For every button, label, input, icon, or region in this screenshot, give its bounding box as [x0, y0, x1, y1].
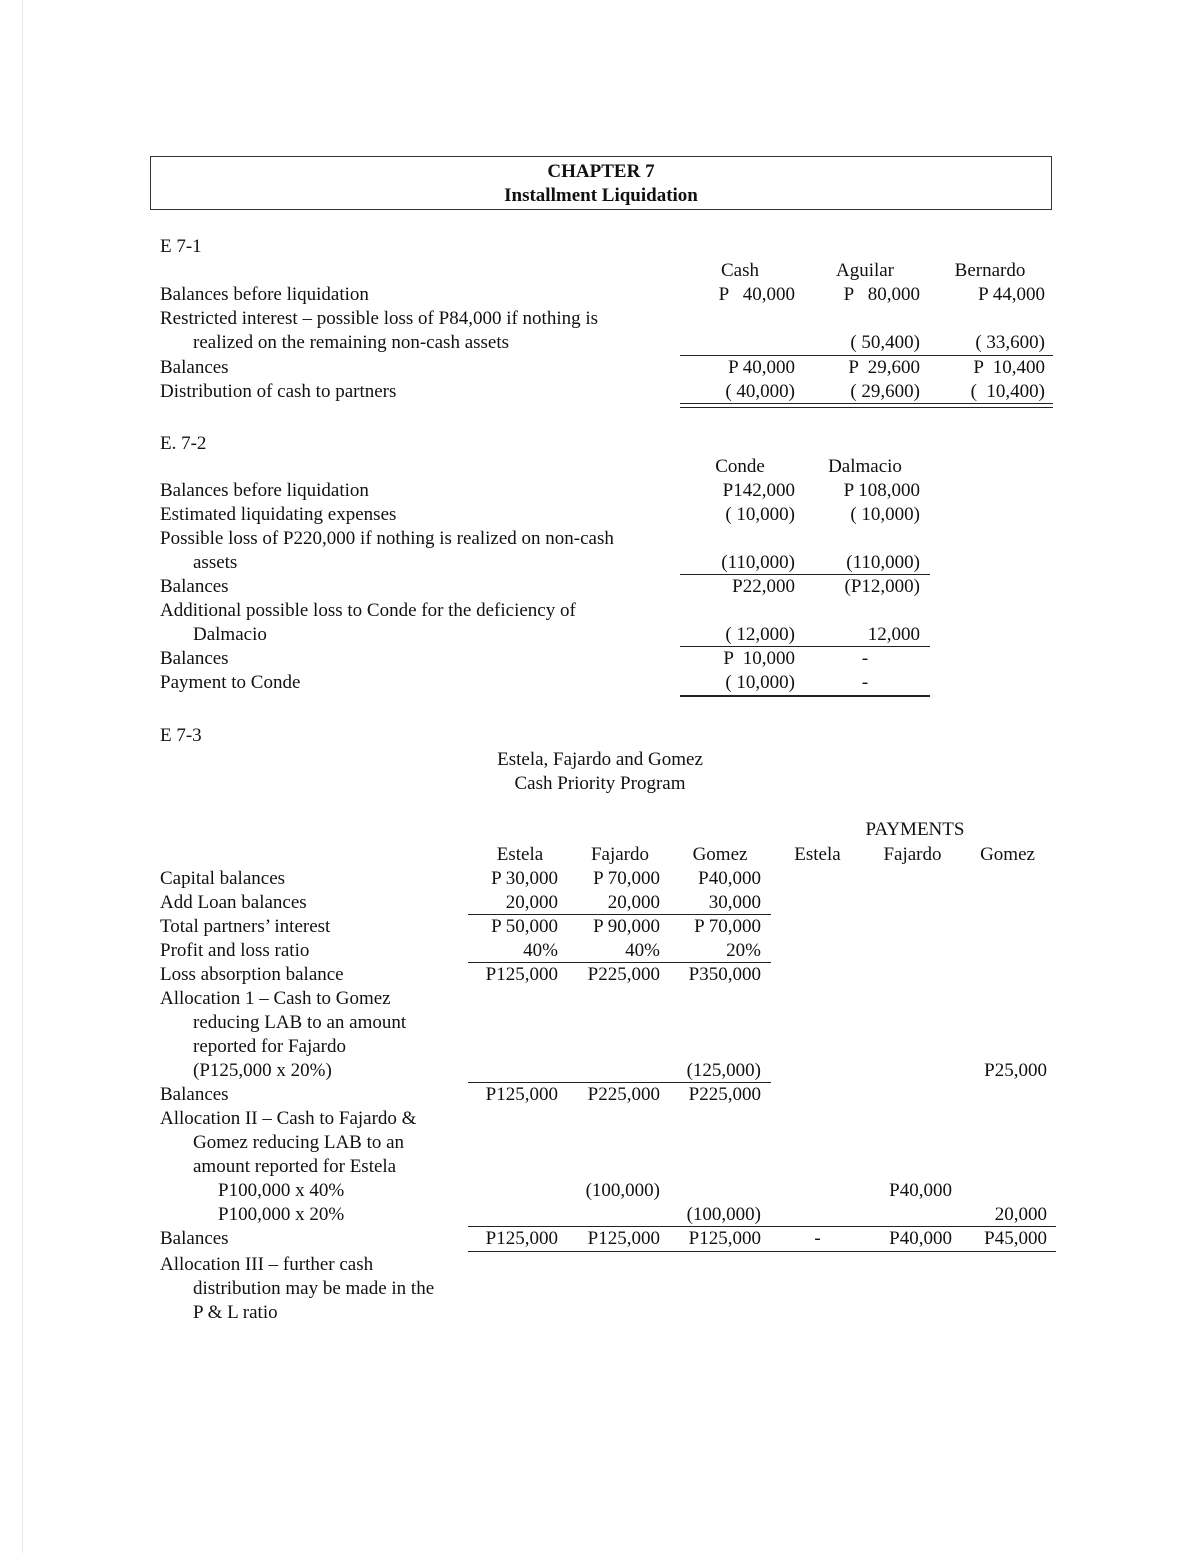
cell-fajardo: P125,000	[587, 1228, 660, 1249]
cell-bernardo: P 44,000	[978, 284, 1045, 305]
cell-fajardo: P225,000	[587, 964, 660, 985]
cell-gomez: P350,000	[688, 964, 761, 985]
payment-estela: -	[814, 1228, 821, 1249]
row-label: Balances	[160, 648, 229, 669]
row-label: Balances	[160, 1228, 229, 1249]
allocation-2-label-line: amount reported for Estela	[193, 1156, 397, 1177]
payment-gomez: P45,000	[984, 1228, 1047, 1249]
column-header-aguilar: Aguilar	[835, 260, 895, 281]
cell-fajardo: 20,000	[607, 892, 660, 913]
total-rule	[680, 695, 930, 697]
cell-gomez: (100,000)	[686, 1204, 761, 1225]
cell-cash: P 40,000	[718, 284, 795, 305]
cell-aguilar: ( 29,600)	[850, 381, 920, 402]
cell-estela: P125,000	[485, 1084, 558, 1105]
cell-dalmacio: (P12,000)	[844, 576, 920, 597]
program-subtitle: Cash Priority Program	[514, 773, 686, 794]
cell-conde: ( 10,000)	[725, 504, 795, 525]
cell-aguilar: P 80,000	[843, 284, 920, 305]
column-header-gomez: Gomez	[692, 844, 748, 865]
allocation-3-label: Allocation III – further cash	[160, 1254, 374, 1275]
row-label: Distribution of cash to partners	[160, 381, 397, 402]
cell-dalmacio: -	[861, 648, 869, 669]
cell-estela: P 50,000	[491, 916, 558, 937]
cell-conde: ( 12,000)	[725, 624, 795, 645]
cell-conde: P22,000	[732, 576, 795, 597]
row-label: Additional possible loss to Conde for the deficiency of	[160, 600, 576, 621]
allocation-3-label-line: P & L ratio	[193, 1302, 278, 1323]
row-label: Balances	[160, 357, 229, 378]
row-label: Estimated liquidating expenses	[160, 504, 397, 525]
row-label: Add Loan balances	[160, 892, 307, 913]
exercise-label: E 7-1	[160, 236, 202, 257]
cell-estela: 40%	[523, 940, 558, 961]
allocation-2-sub-label: P100,000 x 20%	[218, 1204, 345, 1225]
cell-conde: ( 10,000)	[725, 672, 795, 693]
payment-header-gomez: Gomez	[980, 844, 1035, 865]
program-title: Estela, Fajardo and Gomez	[497, 749, 703, 770]
page-edge	[22, 0, 23, 1553]
chapter-title: Installment Liquidation	[504, 185, 698, 206]
cell-aguilar: ( 50,400)	[850, 332, 920, 353]
row-label-continued: realized on the remaining non-cash assets	[193, 332, 510, 353]
cell-fajardo: (100,000)	[585, 1180, 660, 1201]
row-label: Balances before liquidation	[160, 284, 369, 305]
cell-fajardo: P 70,000	[593, 868, 660, 889]
cell-dalmacio: ( 10,000)	[850, 504, 920, 525]
cell-dalmacio: (110,000)	[846, 552, 920, 573]
cell-aguilar: P 29,600	[848, 357, 920, 378]
row-label-continued: Dalmacio	[193, 624, 267, 645]
cell-fajardo: P225,000	[587, 1084, 660, 1105]
total-double-rule	[680, 403, 1053, 408]
cell-conde: P 10,000	[723, 648, 795, 669]
row-label-continued: assets	[193, 552, 238, 573]
column-header-fajardo: Fajardo	[590, 844, 650, 865]
cell-dalmacio: -	[861, 672, 869, 693]
payment-fajardo: P40,000	[889, 1180, 952, 1201]
cell-estela: P125,000	[485, 1228, 558, 1249]
payment-gomez: 20,000	[994, 1204, 1047, 1225]
column-header-conde: Conde	[715, 456, 765, 477]
cell-estela: P 30,000	[491, 868, 558, 889]
column-header-bernardo: Bernardo	[954, 260, 1026, 281]
payment-header-fajardo: Fajardo	[883, 844, 942, 865]
cell-bernardo: ( 10,400)	[970, 381, 1045, 402]
row-label: Balances	[160, 576, 229, 597]
row-label: Capital balances	[160, 868, 286, 889]
cell-cash: P 40,000	[728, 357, 795, 378]
cell-gomez: P40,000	[698, 868, 761, 889]
cell-gomez: 30,000	[708, 892, 761, 913]
cell-dalmacio: 12,000	[867, 624, 920, 645]
allocation-3-label-line: distribution may be made in the	[193, 1278, 435, 1299]
cell-gomez: (125,000)	[686, 1060, 761, 1081]
allocation-1-label-line: (P125,000 x 20%)	[193, 1060, 332, 1081]
row-label: Payment to Conde	[160, 672, 301, 693]
cell-dalmacio: P 108,000	[843, 480, 920, 501]
column-header-dalmacio: Dalmacio	[828, 456, 902, 477]
payment-header-estela: Estela	[794, 844, 841, 865]
cell-fajardo: 40%	[625, 940, 660, 961]
cell-gomez: P125,000	[688, 1228, 761, 1249]
total-rule	[468, 1251, 1056, 1252]
cell-estela: P125,000	[485, 964, 558, 985]
allocation-1-label-line: reported for Fajardo	[193, 1036, 346, 1057]
exercise-label: E. 7-2	[160, 433, 207, 454]
cell-conde: P142,000	[722, 480, 795, 501]
payments-header: PAYMENTS	[865, 819, 965, 840]
allocation-2-label: Allocation II – Cash to Fajardo &	[160, 1108, 417, 1129]
allocation-1-label-line: reducing LAB to an amount	[193, 1012, 407, 1033]
cell-conde: (110,000)	[721, 552, 795, 573]
chapter-header-box	[150, 156, 1052, 210]
row-label: Loss absorption balance	[160, 964, 344, 985]
row-label: Restricted interest – possible loss of P84,000 if nothing is	[160, 308, 599, 329]
row-label: Possible loss of P220,000 if nothing is realized on non-cash	[160, 528, 614, 549]
allocation-2-sub-label: P100,000 x 40%	[218, 1180, 345, 1201]
column-header-cash: Cash	[721, 260, 759, 281]
row-label: Profit and loss ratio	[160, 940, 310, 961]
exercise-label: E 7-3	[160, 725, 202, 746]
payment-gomez: P25,000	[984, 1060, 1047, 1081]
cell-fajardo: P 90,000	[593, 916, 660, 937]
column-header-estela: Estela	[496, 844, 544, 865]
cell-cash: ( 40,000)	[725, 381, 795, 402]
chapter-number: CHAPTER 7	[547, 161, 655, 182]
cell-bernardo: P 10,400	[973, 357, 1045, 378]
cell-estela: 20,000	[505, 892, 558, 913]
cell-gomez: 20%	[726, 940, 761, 961]
allocation-2-label-line: Gomez reducing LAB to an	[193, 1132, 405, 1153]
cell-gomez: P 70,000	[694, 916, 761, 937]
cell-bernardo: ( 33,600)	[975, 332, 1045, 353]
payment-fajardo: P40,000	[889, 1228, 952, 1249]
cell-gomez: P225,000	[688, 1084, 761, 1105]
row-label: Total partners’ interest	[160, 916, 331, 937]
allocation-1-label: Allocation 1 – Cash to Gomez	[160, 988, 391, 1009]
row-label: Balances before liquidation	[160, 480, 369, 501]
row-label: Balances	[160, 1084, 229, 1105]
